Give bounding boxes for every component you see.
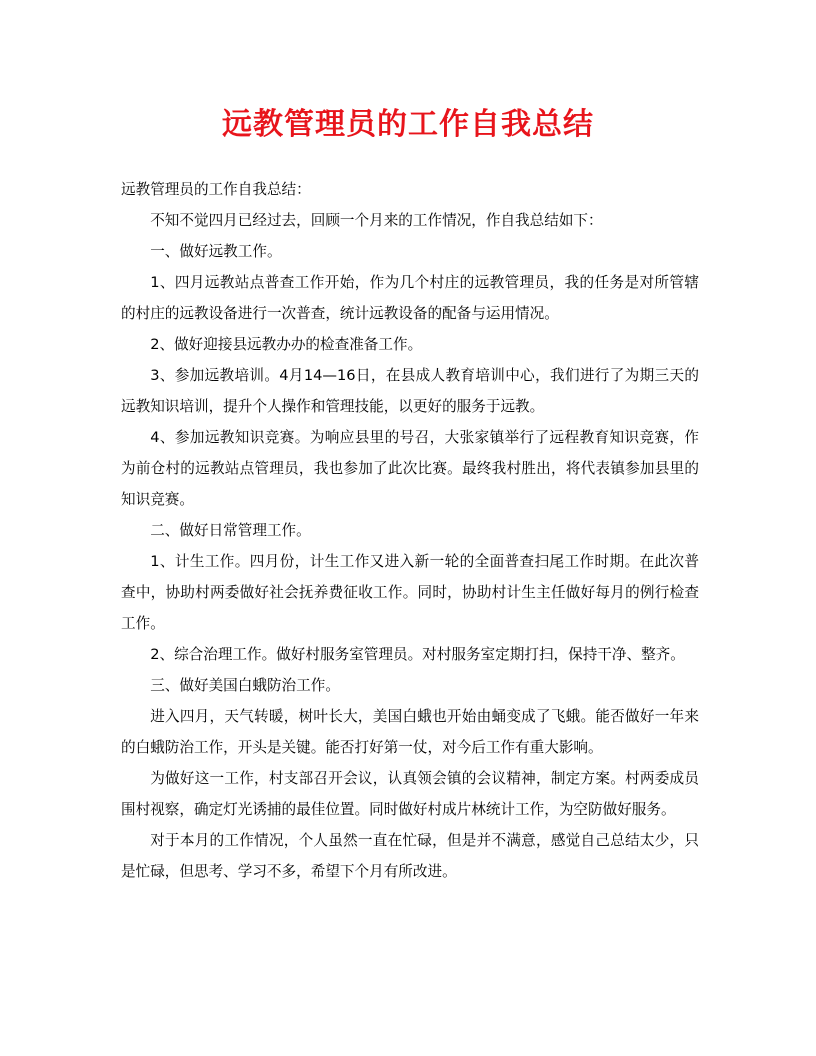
paragraph-item: 2、做好迎接县远教办办的检查准备工作。 [150,336,423,353]
paragraph-item: 1、计生工作。四月份，计生工作又进入新一轮的全面普查扫尾工作时期。在此次普查中，协助村两委做好社会抚养费征收工作。同时，协助村计生主任做好每月的例行检查工作。 [121,553,699,632]
paragraph-opening: 不知不觉四月已经过去，回顾一个月来的工作情况，作自我总结如下： [150,212,603,229]
section-heading-daily-management: 二、做好日常管理工作。 [150,522,311,539]
paragraph-item: 2、综合治理工作。做好村服务室管理员。对村服务室定期打扫，保持干净、整齐。 [150,646,685,663]
paragraph-item: 为做好这一工作，村支部召开会议，认真领会镇的会议精神，制定方案。村两委成员围村视察，确定灯光诱捕的最佳位置。同时做好村成片林统计工作，为空防做好服务。 [121,770,699,818]
paragraph-item: 1、四月远教站点普查工作开始，作为几个村庄的远教管理员，我的任务是对所管辖的村庄的远教设备进行一次普查，统计远教设备的配备与运用情况。 [121,274,699,322]
document-body [121,174,699,887]
paragraph-conclusion: 对于本月的工作情况，个人虽然一直在忙碌，但是并不满意，感觉自己总结太少，只是忙碌，但思考、学习不多，希望下个月有所改进。 [121,832,699,880]
section-heading-moth-control: 三、做好美国白蛾防治工作。 [150,677,340,694]
document-title: 远教管理员的工作自我总结 [222,107,594,142]
paragraph-item: 进入四月，天气转暖，树叶长大，美国白蛾也开始由蛹变成了飞蛾。能否做好一年来的白蛾防治工作，开头是关键。能否打好第一仗，对今后工作有重大影响。 [121,708,699,756]
paragraph-item: 4、参加远教知识竞赛。为响应县里的号召，大张家镇举行了远程教育知识竞赛，作为前仓村的远教站点管理员，我也参加了此次比赛。最终我村胜出，将代表镇参加县里的知识竞赛。 [121,429,699,508]
paragraph-item: 3、参加远教培训。4月14—16日，在县成人教育培训中心，我们进行了为期三天的远教知识培训，提升个人操作和管理技能，以更好的服务于远教。 [121,367,699,415]
section-heading-remote-education: 一、做好远教工作。 [150,243,282,260]
paragraph-intro: 远教管理员的工作自我总结： [121,181,311,198]
